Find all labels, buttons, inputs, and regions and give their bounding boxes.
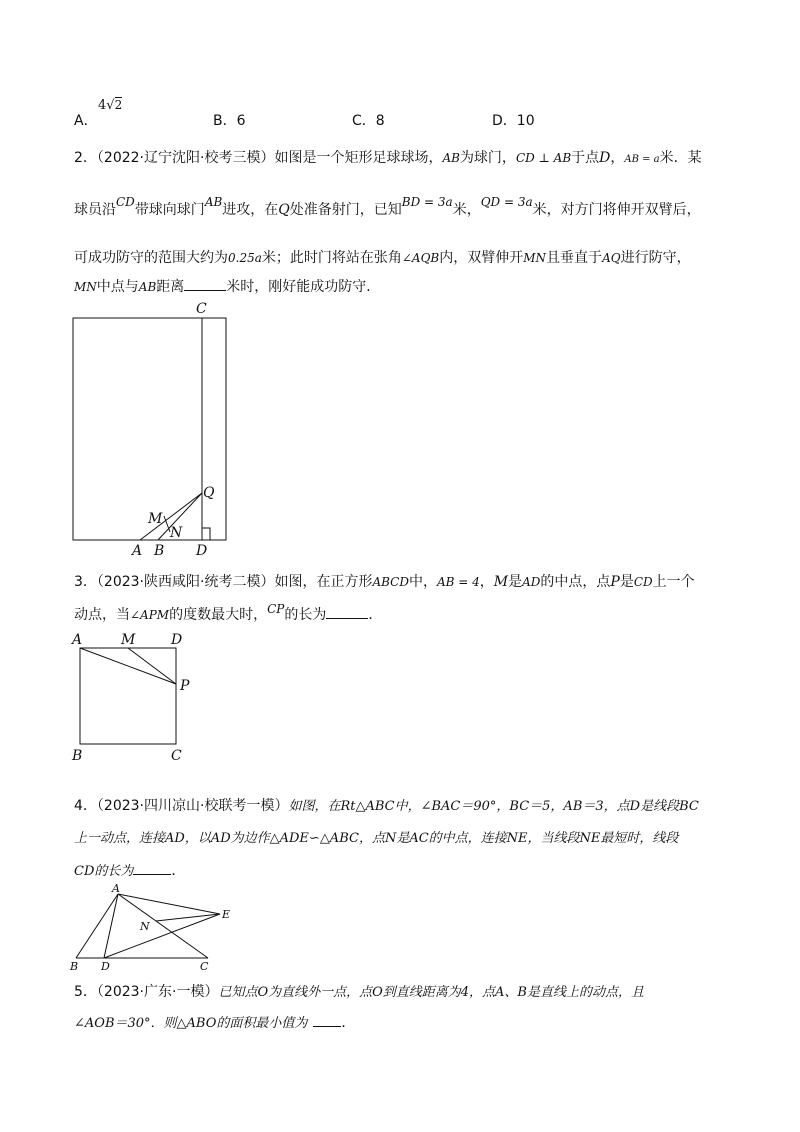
text-fragment: 上一动点，连接AD，以AD为边作△ADE∽△ABC，点N是AC的中点，连接NE，当线段NE最短时，线段 <box>74 831 679 846</box>
q3-figure <box>68 628 198 766</box>
label-a: A <box>112 882 120 895</box>
line-ae <box>118 894 220 914</box>
label-a: A <box>72 632 83 648</box>
text-fragment: CD ⊥ AB <box>515 151 572 165</box>
label-b: B <box>70 960 79 972</box>
text-fragment: 3． <box>74 574 97 590</box>
text-fragment: 如图，在Rt△ABC中，∠BAC＝90°，BC＝5，AB＝3，点D是线段BC <box>288 799 699 814</box>
option-b <box>213 110 246 130</box>
text-fragment: 4． <box>74 798 97 814</box>
text-fragment: 球员沿 <box>74 202 116 218</box>
text-fragment: 上一个 <box>652 574 695 590</box>
text-fragment: AB = 4 <box>436 575 480 589</box>
label-d: D <box>101 960 110 972</box>
q2-figure <box>60 296 240 564</box>
answer-blank[interactable] <box>313 1012 341 1027</box>
text-fragment: 且垂直于 <box>546 250 603 266</box>
text-fragment: MN <box>523 251 547 265</box>
text-fragment: 米时，刚好能成功防守． <box>226 279 381 295</box>
text-fragment: QD = 3a <box>480 195 533 209</box>
text-fragment: ， <box>610 150 625 166</box>
label-e: E <box>222 908 231 921</box>
text-fragment: MN <box>74 280 97 294</box>
line-ap <box>80 648 176 684</box>
text-fragment: 的中点，点 <box>540 574 611 590</box>
text-fragment: 中点与 <box>96 279 139 295</box>
q4-figure <box>68 878 238 972</box>
text-fragment: 米， <box>452 202 481 218</box>
option-a-value: 4√2 <box>98 98 123 113</box>
text-fragment: CP <box>267 602 285 616</box>
text-fragment: 进攻，在 <box>222 202 279 218</box>
text-fragment: CD的长为 <box>74 864 134 879</box>
text-fragment: 于点 <box>571 150 600 166</box>
text-fragment: ∠APM <box>130 608 170 622</box>
label-c: C <box>171 748 182 764</box>
text-fragment: AB <box>204 195 223 209</box>
answer-blank[interactable] <box>326 604 368 619</box>
field-rectangle <box>73 318 226 540</box>
text-fragment: 带球向球门 <box>134 202 205 218</box>
text-fragment: AB = a <box>624 154 660 165</box>
text-fragment: 处准备射门，已知 <box>289 202 402 218</box>
text-fragment: M <box>493 574 509 590</box>
text-fragment: 米，对方门将伸开双臂后， <box>532 202 701 218</box>
line-mp <box>128 648 176 684</box>
q4-line-1 <box>74 796 699 817</box>
text-fragment: AB <box>442 151 460 165</box>
option-d <box>492 110 535 130</box>
text-fragment: （2023·广东·一模） <box>96 984 219 1000</box>
text-fragment: （2023·四川凉山·校联考一模） <box>96 798 289 814</box>
label-d: D <box>171 632 183 648</box>
text-fragment: 米；此时门将站在张角 <box>261 250 402 266</box>
line-ad <box>104 894 118 958</box>
line-ab <box>76 894 118 958</box>
text-fragment: 10 <box>516 113 535 129</box>
text-fragment: ∠AOB＝30°．则△ABO的面积最小值为 <box>74 1016 308 1031</box>
q3-line-1 <box>74 572 695 592</box>
text-fragment: 2 <box>114 98 123 112</box>
label-m: M <box>148 511 163 527</box>
text-fragment: 为球门， <box>459 150 516 166</box>
text-fragment: P <box>610 574 620 590</box>
text-fragment: 如图是一个矩形足球球场， <box>274 150 443 166</box>
label-b: B <box>72 748 83 764</box>
label-m: M <box>121 632 136 648</box>
label-p: P <box>180 678 190 694</box>
text-fragment: D <box>599 150 611 166</box>
text-fragment: 5． <box>74 984 97 1000</box>
right-angle-mark <box>202 528 210 540</box>
text-fragment: 内，双臂伸开 <box>439 250 524 266</box>
q3-line-2 <box>74 604 382 625</box>
text-fragment: AB <box>138 280 157 294</box>
text-fragment: 6 <box>236 113 246 129</box>
answer-blank[interactable] <box>184 276 226 291</box>
text-fragment: （2022·辽宁沈阳·校考三模） <box>96 150 275 166</box>
option-c <box>352 110 385 130</box>
option-a <box>74 98 123 130</box>
text-fragment: ABCD <box>372 575 409 589</box>
label-a: A <box>132 543 143 559</box>
text-fragment: ， <box>479 574 494 590</box>
text-fragment: 0.25a <box>228 251 262 265</box>
text-fragment: ． <box>341 1015 356 1031</box>
text-fragment: 的长为 <box>284 607 327 623</box>
text-fragment: 可成功防守的范围大约为 <box>74 250 228 266</box>
label-c: C <box>200 960 209 972</box>
text-fragment: 8 <box>375 113 385 129</box>
text-fragment: 2． <box>74 150 97 166</box>
text-fragment: 中， <box>408 574 437 590</box>
text-fragment: 距离 <box>156 279 185 295</box>
text-fragment: D． <box>492 113 517 129</box>
text-fragment: 进行防守， <box>620 250 691 266</box>
text-fragment: 是 <box>508 574 523 590</box>
q2-line-4 <box>74 276 380 297</box>
label-d: D <box>196 543 208 559</box>
q2-line-2 <box>74 195 701 220</box>
text-fragment: AQ <box>602 251 621 265</box>
label-n: N <box>170 525 183 541</box>
text-fragment: Q <box>278 202 290 218</box>
text-fragment: CD <box>633 575 653 589</box>
q5-line-2 <box>74 1012 355 1034</box>
text-fragment: BD = 3a <box>401 195 453 209</box>
answer-blank[interactable] <box>133 860 171 875</box>
text-fragment: ∠AQB <box>401 251 440 265</box>
label-b: B <box>154 543 165 559</box>
text-fragment: AD <box>522 575 541 589</box>
text-fragment: 已知点O为直线外一点，点O到直线距离为4，点A、B是直线上的动点，且 <box>218 985 644 1000</box>
text-fragment: 的度数最大时， <box>169 607 268 623</box>
text-fragment: 是 <box>619 574 634 590</box>
label-n: N <box>140 920 150 933</box>
q4-line-2 <box>74 828 678 849</box>
q2-line-1 <box>74 148 702 170</box>
text-fragment: 米．某 <box>659 150 702 166</box>
label-q: Q <box>203 485 215 501</box>
square-abcd <box>80 648 176 744</box>
text-fragment: C． <box>352 113 376 129</box>
text-fragment: B． <box>213 113 237 129</box>
text-fragment: ． <box>368 607 383 623</box>
label-c: C <box>196 301 207 317</box>
q2-line-3 <box>74 248 691 268</box>
text-fragment: 如图，在正方形 <box>274 574 373 590</box>
text-fragment: 4 <box>98 98 107 113</box>
text-fragment: （2023·陕西咸阳·统考二模） <box>96 574 275 590</box>
text-fragment: ． <box>171 863 186 879</box>
text-fragment: 动点，当 <box>74 607 130 623</box>
text-fragment: CD <box>116 195 135 209</box>
line-ac <box>118 894 208 958</box>
option-letter: A． <box>74 113 98 129</box>
q5-line-1 <box>74 982 644 1003</box>
